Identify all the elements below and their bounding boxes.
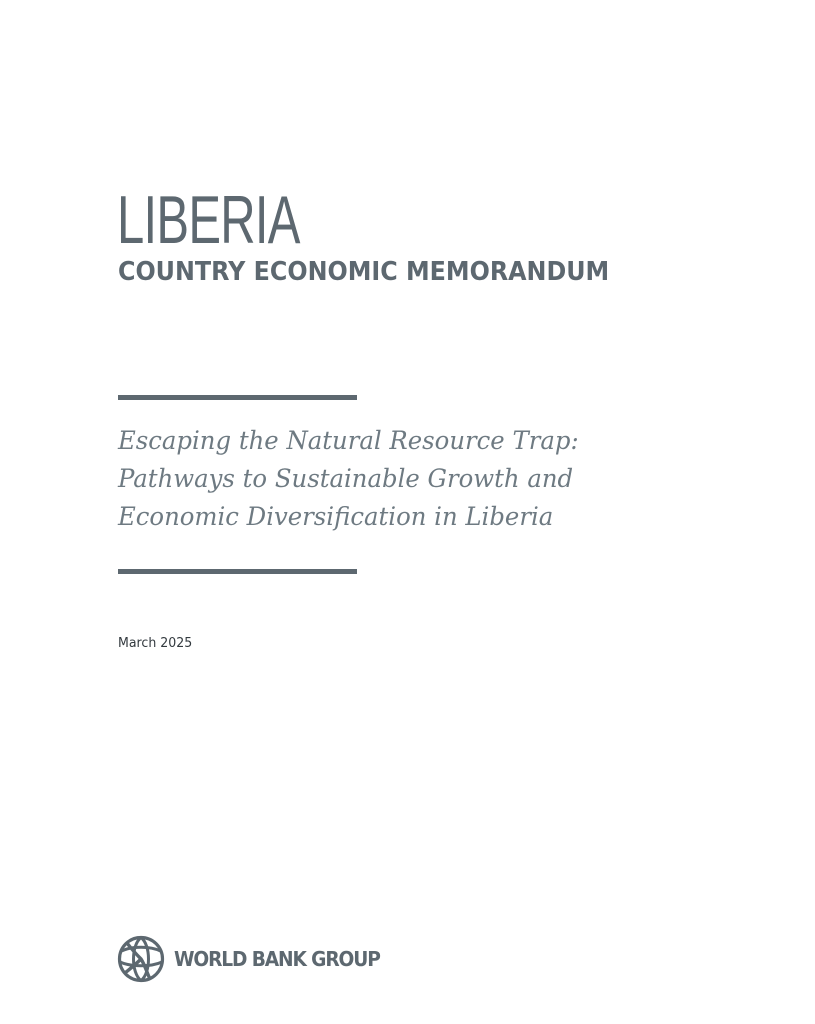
top-divider-rule [118,395,357,400]
report-title-line: Economic Diversification in Liberia [118,502,554,532]
country-heading: LIBERIA [117,182,300,258]
report-title-line: Pathways to Sustainable Growth and [118,464,574,494]
report-title-line: Escaping the Natural Resource Trap: [118,426,579,456]
publication-date: March 2025 [118,635,193,651]
report-title [118,422,691,536]
report-series-subtitle: COUNTRY ECONOMIC MEMORANDUM [118,257,610,287]
publisher-name: WORLD BANK GROUP [174,947,380,971]
bottom-divider-rule [118,569,357,574]
globe-icon [117,935,165,983]
world-bank-group-logo [117,934,395,984]
